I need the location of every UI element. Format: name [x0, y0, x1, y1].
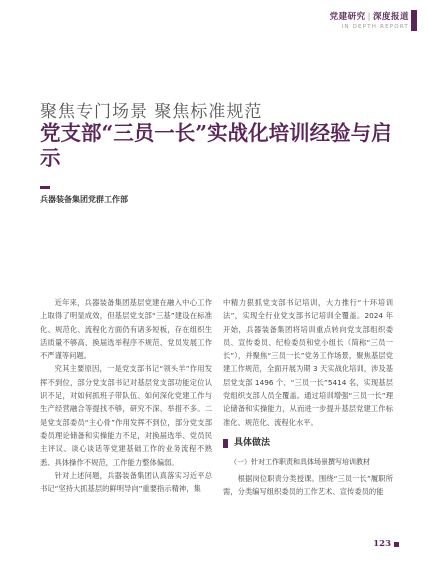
body-paragraph: 针对上述问题，兵器装备集团认真落实习近平总书记“坚持大抓基层的鲜明导向”重要指示精神，集	[40, 470, 212, 494]
page-number-marker-icon	[394, 542, 399, 547]
body-paragraph: 中精力狠抓党支部书记培训，大力推行“十环培训法”，实现全行业党支部书记培训全覆盖。2024 年开始，兵器装备集团将培训重点转向党支部组织委员、宣传委员、纪检委员和党小组长（简称“三员一长”），并聚焦“三员一长”党务工作场景，聚焦基层党建工作规范，全面开展为期 3 天实战化培训，涉及基层党支部 1496 个、“三员一长”5414 名，实现基层党组织支部人员全覆盖。通过培训增强“三员一长”理论储备和实操能力，从而进一步提升基层党建工作标准化、规范化、流程化水平。	[223, 298, 393, 427]
header-accent-bar	[411, 10, 417, 31]
header-column: 党建研究	[329, 12, 366, 22]
author-marker	[40, 186, 50, 189]
article-subtitle: 聚焦专门场景 聚焦标准规范	[40, 102, 263, 122]
body-right-column	[223, 296, 393, 498]
body-left-column	[40, 296, 212, 495]
header-column-label	[330, 10, 409, 22]
page-number: 123	[373, 539, 391, 549]
header-section: 深度报道	[372, 12, 409, 22]
header-separator: |	[367, 12, 371, 22]
section-heading	[223, 437, 393, 450]
section-heading-text: 具体做法	[234, 437, 271, 448]
page-footer	[373, 539, 399, 549]
header-english: IN DEPTH REPORT	[341, 24, 409, 30]
section-marker-icon	[223, 439, 228, 448]
article-title: 党支部“三员一长”实战化培训经验与启示	[40, 121, 392, 170]
body-paragraph: 究其主要原因，一是党支部书记“领头羊”作用发挥不到位，部分党支部书记对基层党支部功能定位认识不足，对如何抓班子带队伍、如何深化党建工作与生产经营融合等提找不够，研究不深、举措不多。二是党支部委员“主心骨”作用发挥不到位，部分党支部委员理论储备和实操能力不足，对换届选举、党员民主评议、谈心谈话等党建基础工作的业务流程不熟悉、具体操作不规范，工作能力整体偏弱。	[40, 364, 212, 467]
sub-heading: （一）针对工作职责和具体场景撰写培训教材	[230, 458, 370, 467]
body-paragraph: 近年来，兵器装备集团基层党建在融入中心工作上取得了明显成效，但基层党支部“三基”建设在标准化、规范化、流程化方面仍有诸多短板，存在组织生活质量不够高、换届选举程序不规范、党员发展工作不严谨等问题。	[40, 298, 212, 361]
body-paragraph: 根据岗位职责分类授课。围绕“三员一长”履职所需，分类编写组织委员的工作艺术、宣传委员的能	[223, 473, 393, 496]
page-header	[330, 10, 409, 30]
article-author: 兵器装备集团党群工作部	[40, 195, 128, 204]
